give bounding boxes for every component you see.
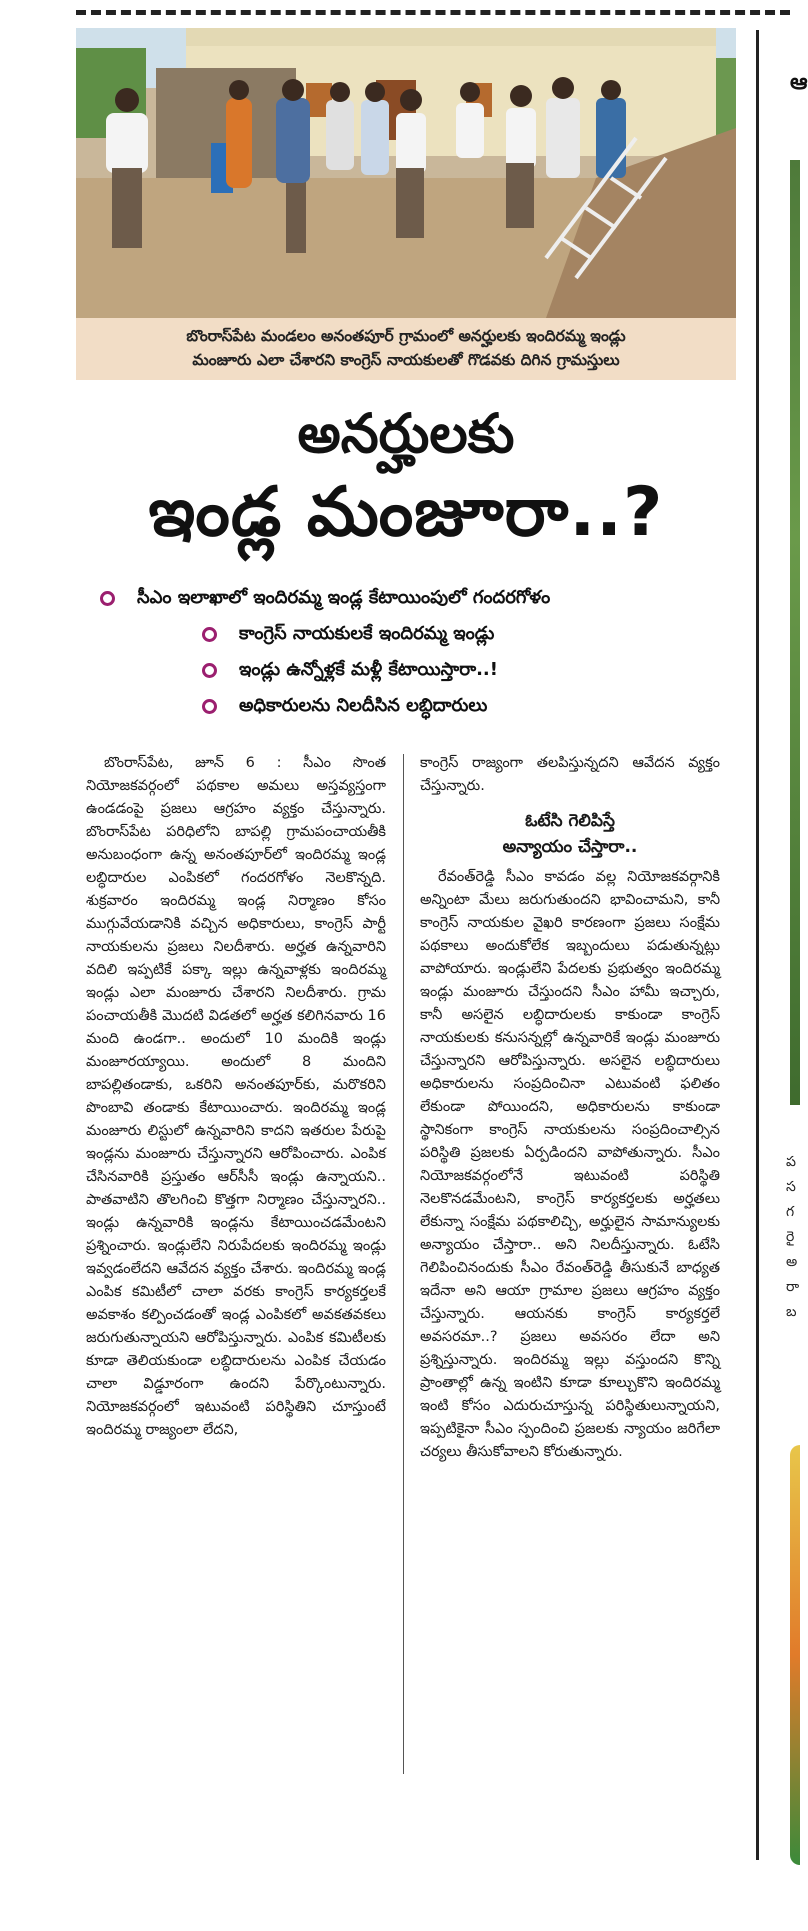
bullet-circle-icon xyxy=(202,627,217,642)
bullet-circle-icon xyxy=(202,699,217,714)
neighbor-article-text xyxy=(786,1150,800,1325)
neighbor-line: ప xyxy=(786,1154,796,1170)
bullet-text: ఇండ్లు ఉన్నోళ్లకే మళ్లీ కేటాయిస్తారా..! xyxy=(239,659,498,680)
subheading-line: ఓటేసి గెలిపిస్తే xyxy=(525,811,615,831)
article-column-left xyxy=(86,752,386,1442)
neighbor-line: స xyxy=(786,1179,796,1195)
body-paragraph: రేవంత్‌రెడ్డి సీఎం కావడం వల్ల నియోజకవర్గానికి అన్నింటా మేలు జరుగుతుందని భావించామని, కానీ కాంగ్రెస్ నాయకుల వైఖరి కారణంగా ప్రజలు సంక్షేమ పథకాలు అందుకోలేక ఇబ్బందులు పడుతున్నట్లు వాపోయారు. ఇండ్లులేని పేదలకు ప్రభుత్వం ఇందిరమ్మ ఇండ్లు మంజూరు చేస్తుందని సీఎం హామీ ఇచ్చారు, కానీ అసలైన లబ్ధిదారులకు కాకుండా కాంగ్రెస్ నాయకులకు కనుసన్నల్లో ఉన్నవారికే ఇండ్లు మంజూరు చేస్తున్నారని ఆరోపిస్తున్నారు. అసలైన లబ్ధిదారులు అధికారులను సంప్రదించినా ఎటువంటి ఫలితం లేకుండా పోయిందని, అధికారులను కాకుండా స్థానికంగా కాంగ్రెస్ నాయకులను సంప్రదించాల్సిన పరిస్థితి ప్రజలకు ఏర్పడిందని వాపోతున్నారు. సీఎం నియోజకవర్గంలోనే ఇటువంటి పరిస్థితి నెలకొనడమేంటని, కాంగ్రెస్ కార్యకర్తలకు అర్హతలు లేకున్నా సంక్షేమ పథకాలిచ్చి, అర్హులైన సామాన్యులకు అన్యాయం చేస్తారా.. అని నిలదీస్తున్నారు. ఓటేసి గెలిపించినందుకు సీఎం రేవంత్‌రెడ్డి తీసుకునే బాధ్యత ఇదేనా అని ఆయా గ్రామాల ప్రజలు ఆగ్రహం వ్యక్తం చేస్తున్నారు. ఆయనకు కాంగ్రెస్ కార్యకర్తలే అవసరమా..? ప్రజలు అవసరం లేదా అని ప్రశ్నిస్తున్నారు. ఇందిరమ్మ ఇల్లు వస్తుందని కొన్ని ప్రాంతాల్లో ఉన్న ఇంటిని కూడా కూల్చుకొని ఇందిరమ్మ ఇంటి కోసం ఎదురుచూస్తున్న పరిస్థితులున్నాయని, ఇప్పటికైనా సీఎం స్పందించి ప్రజలకు న్యాయం జరిగేలా చర్యలు తీసుకోవాలని కోరుతున్నారు. xyxy=(420,869,720,1460)
article-column-right xyxy=(420,752,720,1464)
headline-line-2: ఇండ్ల మంజూరా..? xyxy=(148,473,664,552)
bullet-text: సీఎం ఇలాఖాలో ఇందిరమ్మ ఇండ్ల కేటాయింపులో గందరగోళం xyxy=(137,587,551,608)
neighbor-line: బ xyxy=(786,1304,797,1320)
article-photo xyxy=(76,28,736,318)
neighbor-line: రై xyxy=(786,1229,795,1245)
bullet-text: అధికారులను నిలదీసిన లబ్ధిదారులు xyxy=(239,695,488,716)
bullet-item xyxy=(70,652,742,688)
subheading-line: అన్యాయం చేస్తారా.. xyxy=(502,837,638,857)
neighbor-line: అ xyxy=(786,1254,798,1270)
bullet-circle-icon xyxy=(202,663,217,678)
neighbor-article-photo xyxy=(790,160,800,1105)
headline-line-1: అనర్హులకు xyxy=(297,402,515,465)
neighbor-article-photo-bottom xyxy=(790,1445,800,1865)
neighbor-line: గ xyxy=(786,1204,795,1220)
highlight-bullets xyxy=(70,580,742,724)
neighbor-line: రా xyxy=(786,1279,800,1295)
article-body xyxy=(70,752,742,1782)
body-paragraph: కాంగ్రెస్ రాజ్యంగా తలపిస్తున్నదని ఆవేదన వ్యక్తం చేస్తున్నారు. xyxy=(420,755,720,794)
subheading xyxy=(420,808,720,860)
top-dashed-rule xyxy=(76,10,790,15)
column-rule-right xyxy=(756,30,759,1860)
photo-caption-line: బొంరాస్‌పేట మండలం అనంతపూర్ గ్రామంలో అనర్హులకు ఇందిరమ్మ ఇండ్లు xyxy=(186,327,626,345)
neighbor-article-letter: ఆ xyxy=(790,70,808,95)
photo-caption xyxy=(76,318,736,380)
village-crowd-illustration xyxy=(76,28,736,318)
body-paragraph: బొంరాస్‌పేట, జూన్ 6 : సీఎం సొంత నియోజకవర్గంలో పథకాల అమలు అస్తవ్యస్తంగా ఉండడంపై ప్రజలు ఆగ్రహం వ్యక్తం చేస్తున్నారు. బొంరాస్‌పేట పరిధిలోని బాపల్లి గ్రామపంచాయతీకి అనుబంధంగా ఉన్న అనంతపూర్‌లో ఇందిరమ్మ ఇండ్ల లబ్ధిదారుల ఎంపికలో గందరగోళం నెలకొన్నది. శుక్రవారం ఇందిరమ్మ ఇండ్ల నిర్మాణం కోసం ముగ్గువేయడానికి వచ్చిన అధికారులు, కాంగ్రెస్ పార్టీ నాయకులను ప్రజలు నిలదీశారు. అర్హత ఉన్నవారిని వదిలి ఇప్పటికే పక్కా ఇల్లు ఉన్నవాళ్లకు ఇందిరమ్మ ఇండ్లు ఎలా మంజూరు చేశారని నిలదీశారు. గ్రామ పంచాయతీకి మొదటి విడతలో అర్హత కలిగినవారు 16 మంది ఉండగా.. అందులో 10 మందికి ఇండ్లు మంజూరయ్యాయి. అందులో 8 మందిని బాపల్లితండాకు, ఒకరిని అనంతపూర్‌కు, మరొకరిని పొంబావి తండాకు కేటాయించారు. ఇందిరమ్మ ఇండ్ల మంజూరు లిస్టులో ఉన్నవారిని కాదని ఇతరుల పేరుపై ఇండ్లను మంజూరు చేస్తున్నారని ఆరోపించారు. ఎంపిక చేసినవారికి ప్రస్తుతం ఆర్‌సీసీ ఇండ్లు ఉన్నాయని.. పాతవాటిని తొలగించి కొత్తగా నిర్మాణం చేస్తున్నారని.. ఇండ్లు ఉన్నవారికి ఇండ్లను కేటాయించడమేంటని ప్రశ్నించారు. ఇండ్లులేని నిరుపేదలకు ఇందిరమ్మ ఇండ్లు ఇవ్వడంలేదని ఆవేదన వ్యక్తం చేశారు. ఇందిరమ్మ ఇండ్ల ఎంపిక కమిటీలో చాలా వరకు కాంగ్రెస్ కార్యకర్తలకే అవకాశం కల్పించడంతో ఇండ్ల ఎంపికలో అవకతవకలు జరుగుతున్నాయని ఆరోపిస్తున్నారు. ఎంపిక కమిటీలకు కూడా తెలియకుండా లబ్ధిదారులను ఎంపిక చేయడం చాలా విడ్డూరంగా ఉందని పేర్కొంటున్నారు. నియోజకవర్గంలో ఇటువంటి పరిస్థితిని చూస్తుంటే ఇందిరమ్మ రాజ్యంలా లేదని, xyxy=(86,755,386,1438)
bullet-item xyxy=(70,616,742,652)
bullet-circle-icon xyxy=(100,591,115,606)
news-article xyxy=(70,28,742,1782)
photo-caption-line: మంజూరు ఎలా చేశారని కాంగ్రెస్ నాయకులతో గొడవకు దిగిన గ్రామస్తులు xyxy=(192,351,620,369)
column-divider xyxy=(403,754,404,1774)
bullet-item xyxy=(70,580,742,616)
bullet-text: కాంగ్రెస్ నాయకులకే ఇందిరమ్మ ఇండ్లు xyxy=(239,623,495,644)
bullet-item xyxy=(70,688,742,724)
